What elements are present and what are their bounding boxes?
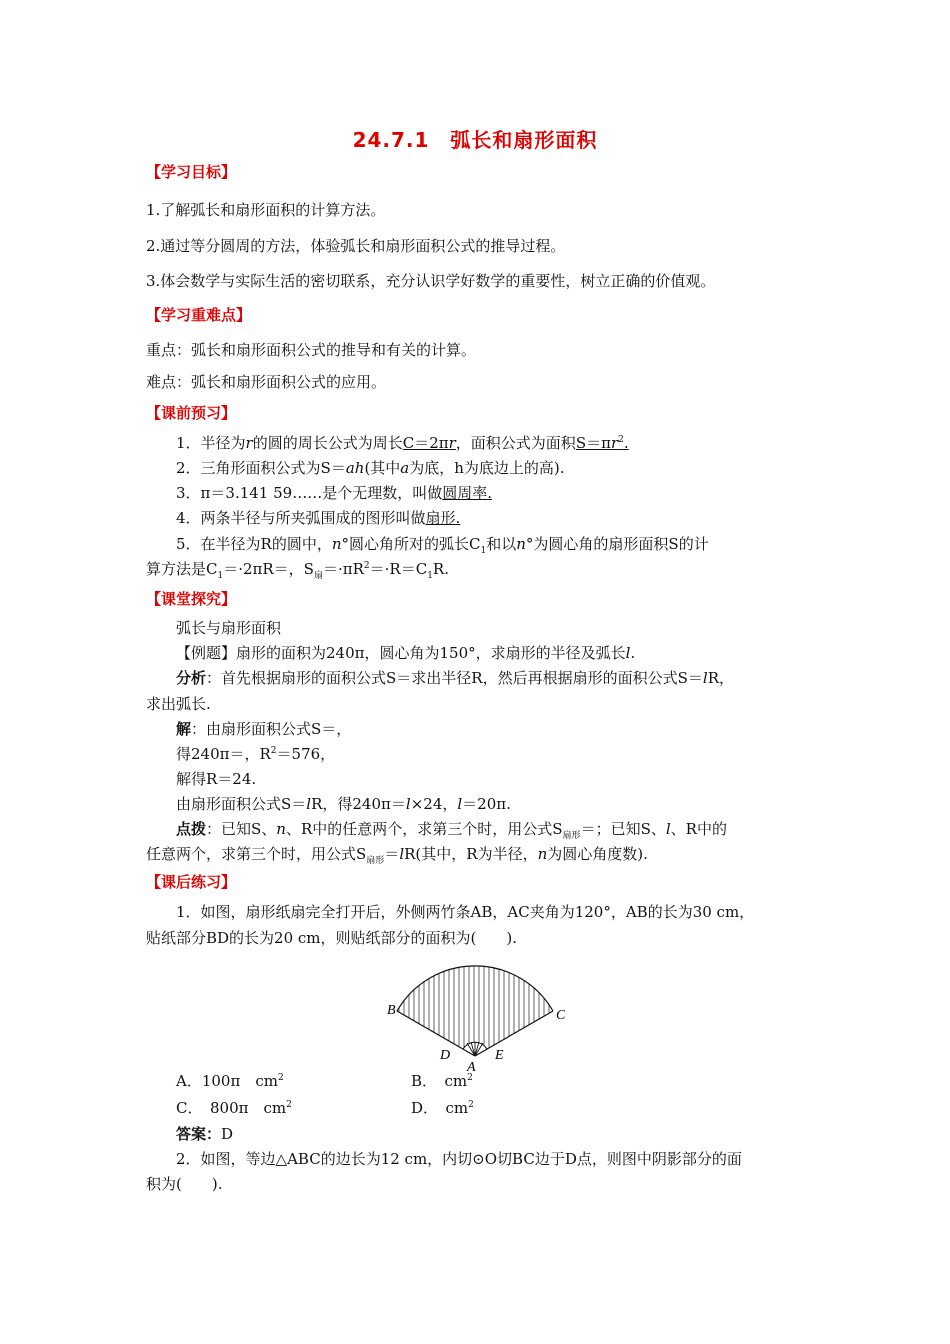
fig-label-b: B: [387, 1003, 396, 1018]
solution-line-3: 解得R＝24.: [176, 770, 257, 788]
option-b: B． $cm^2$: [411, 1072, 473, 1090]
goal-3: 3.体会数学与实际生活的密切联系，充分认识学好数学的重要性，树立正确的价值观。: [146, 272, 716, 290]
answer-line: 答案：D: [176, 1125, 234, 1143]
section-preview-heading: 【课前预习】: [146, 404, 237, 422]
option-a: A．100π $cm^2$: [176, 1072, 284, 1090]
example-analysis-cont: 求出弧长.: [146, 695, 211, 713]
page-title: 24.7.1 弧长和扇形面积: [352, 128, 598, 152]
fig-label-e: E: [495, 1048, 504, 1063]
section-key-heading: 【学习重难点】: [146, 306, 252, 324]
question-2-line-2: 积为( ).: [146, 1175, 223, 1193]
option-c: C． 800π $cm^2$: [176, 1099, 292, 1117]
preview-item-5: 5．在半径为R的圆中，n°圆心角所对的弧长$C_1$和以n°为圆心角的扇形面积S的计: [176, 535, 709, 556]
goal-1: 1.了解弧长和扇形面积的计算方法。: [146, 201, 386, 219]
fig-label-d: D: [440, 1048, 451, 1063]
key-point: 重点：弧长和扇形面积公式的推导和有关的计算。: [146, 341, 477, 359]
solution-line-2: 得240π＝，$R^2=576$，: [176, 745, 336, 763]
explore-subtitle: 弧长与扇形面积: [176, 619, 282, 637]
preview-item-1: 1．半径为r的圆的周长公式为周长C＝2πr，面积公式为面积$S=\pi r^2$.: [176, 434, 629, 452]
preview-item-2: 2．三角形面积公式为S＝ah(其中a为底，h为底边上的高).: [176, 459, 565, 477]
tip-line-2: 任意两个，求第三个时，用公式$S_{扇形}=lR$(其中，R为半径，n为圆心角度数).: [146, 845, 648, 866]
section-practice-heading: 【课后练习】: [146, 873, 237, 891]
tip-line-1: 点拨：已知S、n、R中的任意两个，求第三个时，用公式$S_{扇形}=$；已知S、l、R中的: [176, 820, 727, 841]
goal-2: 2.通过等分圆周的方法，体验弧长和扇形面积公式的推导过程。: [146, 237, 566, 255]
question-1-line-1: 1．如图，扇形纸扇完全打开后，外侧两竹条AB，AC夹角为120°，AB的长为30 cm，: [176, 903, 755, 921]
preview-item-5-cont: 算方法是$C_1=\cdot 2\pi R=$，$S_扇=\cdot\pi R^2=\cdot R=C_1R$.: [146, 560, 449, 581]
section-goals-heading: 【学习目标】: [146, 163, 237, 181]
solution-line-1: 解：由扇形面积公式S＝，: [176, 720, 352, 738]
preview-item-4: 4．两条半径与所夹弧围成的图形叫做扇形.: [176, 509, 461, 527]
question-2-line-1: 2．如图，等边△ABC的边长为12 cm，内切⊙O切BC边于D点，则图中阴影部分的面: [176, 1150, 742, 1168]
fig-label-c: C: [556, 1008, 565, 1023]
difficult-point: 难点：弧长和扇形面积公式的应用。: [146, 373, 387, 391]
section-explore-heading: 【课堂探究】: [146, 590, 237, 608]
option-d: D． $cm^2$: [411, 1099, 474, 1117]
solution-line-4: 由扇形面积公式S＝lR，得240π＝l×24，l＝20π.: [176, 795, 511, 813]
fan-figure: [385, 962, 565, 1072]
question-1-line-2: 贴纸部分BD的长为20 cm，则贴纸部分的面积为( ).: [146, 929, 518, 947]
example-problem: 【例题】扇形的面积为240π，圆心角为150°，求扇形的半径及弧长l.: [176, 644, 636, 662]
fig-label-a: A: [467, 1060, 476, 1072]
example-analysis: 分析：首先根据扇形的面积公式S＝求出半径R，然后再根据扇形的面积公式S＝lR，: [176, 669, 734, 687]
preview-item-3: 3．π＝3.141 59……是个无理数，叫做圆周率.: [176, 484, 492, 502]
